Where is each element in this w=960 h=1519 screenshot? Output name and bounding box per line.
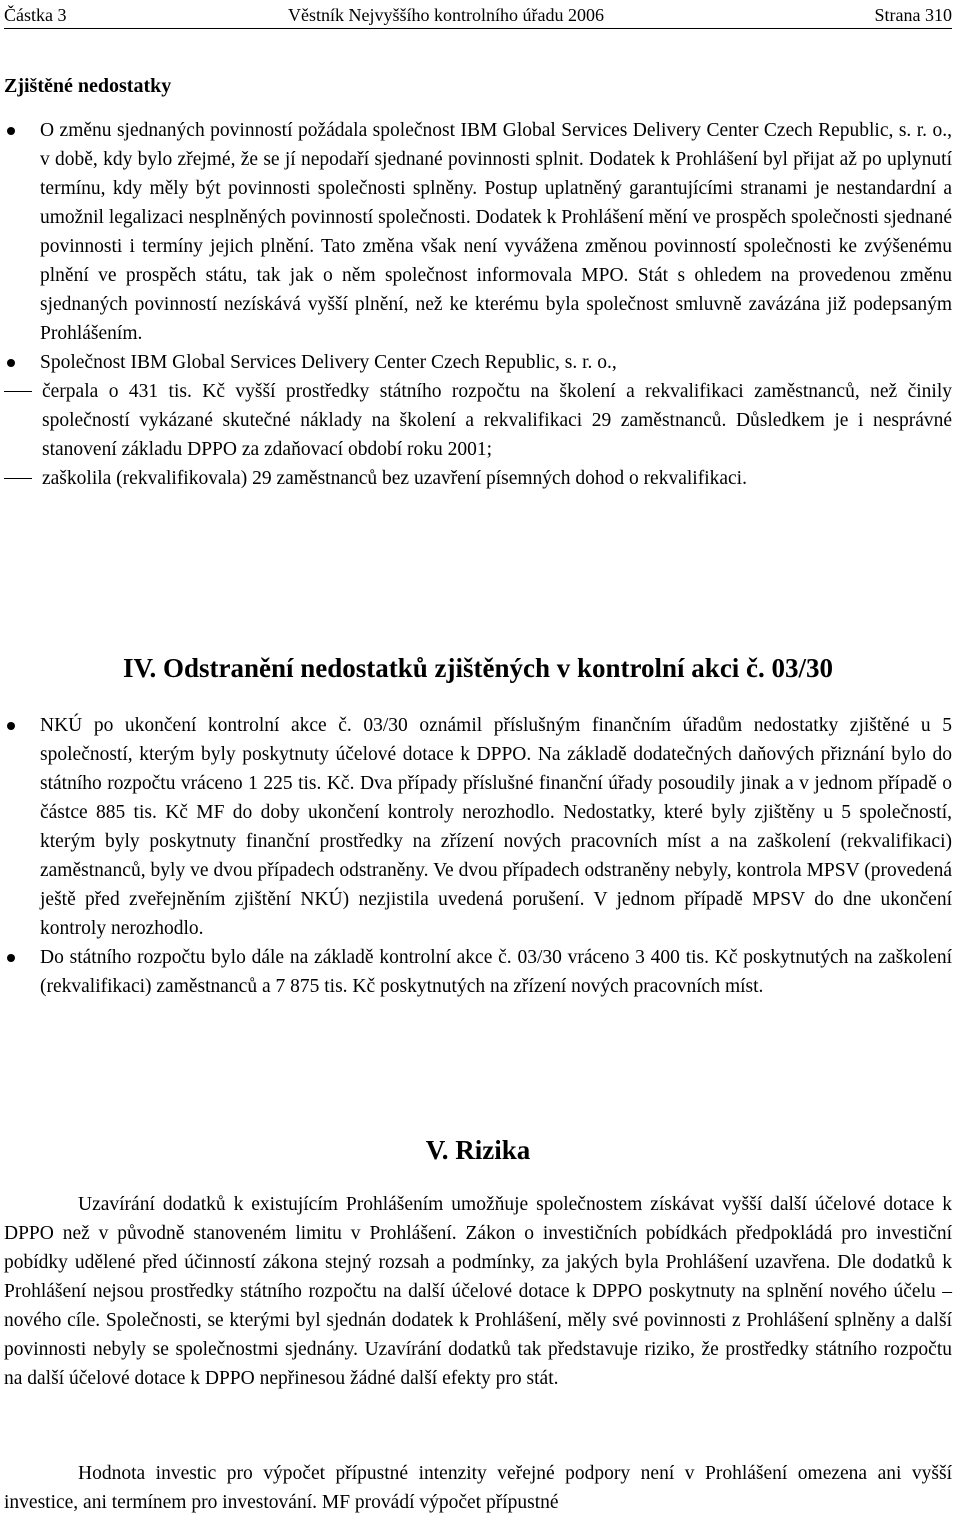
dash-icon (4, 478, 32, 479)
remedy-text-2: Do státního rozpočtu bylo dále na základě kontrolní akce č. 03/30 vráceno 3 400 tis. Kč poskytnutých na zaškolení (rekvalifikaci) zaměstnanců a 7 875 tis. Kč poskytnutých na zřízení nových pracovních míst. (40, 947, 952, 997)
dash-text-2: zaškolila (rekvalifikovala) 29 zaměstnanců bez uzavření písemných dohod o rekvalifikaci. (42, 468, 747, 489)
bullet-icon (7, 127, 15, 135)
remedy-list (4, 711, 952, 1001)
chapter-5-title: V. Rizika (425, 1135, 531, 1165)
list-item (4, 348, 952, 493)
risk-paragraph-2: Hodnota investic pro výpočet přípustné intenzity veřejné podpory není v Prohlášení omezena ani vyšší investice, ani termínem pro investování. MF provádí výpočet přípustné (4, 1463, 952, 1513)
finding-text-2-intro: Společnost IBM Global Services Delivery Center Czech Republic, s. r. o., (40, 352, 617, 373)
chapter-4-title: IV. Odstranění nedostatků zjištěných v kontrolní akci č. 03/30 (122, 653, 834, 683)
bullet-icon (7, 359, 15, 367)
dash-item (4, 464, 952, 493)
header-issue: Částka 3 (4, 5, 67, 25)
remedy-text-1: NKÚ po ukončení kontrolní akce č. 03/30 oznámil příslušným finančním úřadům nedostatky zjištěné u 5 společností, kterým byly poskytnuty účelové dotace k DPPO. Na základě dodatečných daňových přiznání bylo do státního rozpočtu vráceno 1 225 tis. Kč. Dva případy příslušné finanční úřady posoudily jinak a v jednom případě o částce 885 tis. Kč MF do doby ukončení kontroly nerozhodlo. Nedostatky, které byly zjištěny u 5 společností, kterým byly poskytnuty finanční prostředky na zřízení nových pracovních míst a na zaškolení (rekvalifikaci) zaměstnanců, byly ve dvou případech odstraněny. Ve dvou případech odstraněny nebyly, kontrola MPSV (provedená ještě před zveřejněním zjištění NKÚ) nezjistila uvedená porušení. V jednom případě MPSV do dne ukončení kontroly nerozhodlo. (40, 715, 952, 939)
dash-item (4, 377, 952, 464)
running-header (4, 4, 952, 29)
section-heading: Zjištěné nedostatky (4, 75, 172, 97)
list-item (4, 943, 952, 1001)
header-journal-title: Věstník Nejvyššího kontrolního úřadu 2006 (288, 5, 604, 25)
finding-text-1: O změnu sjednaných povinností požádala společnost IBM Global Services Delivery Center Czech Republic, s. r. o., v době, kdy bylo zřejmé, že se jí nepodaří sjednané povinnosti splnit. Dodatek k Prohlášení byl přijat až po uplynutí termínu, kdy měly být povinnosti společnosti splněny. Postup uplatněný garantujícími stranami je nestandardní a umožnil legalizaci nesplněných povinností společnosti. Dodatek k Prohlášení mění ve prospěch společnosti sjednané povinnosti i termíny jejich plnění. Tato změna však není vyvážena změnou povinností společnosti ke zvýšenému plnění ve prospěch státu, tak jak o něm společnost informovala MPO. Stát s ohledem na provedenou změnu sjednaných povinností nezískává vyšší plnění, než ke kterému byla společnost smluvně zavázána již podepsaným Prohlášením. (40, 120, 952, 344)
findings-list (4, 116, 952, 493)
dash-text-1: čerpala o 431 tis. Kč vyšší prostředky státního rozpočtu na školení a rekvalifikaci zaměstnanců, než činily společností vykázané skutečné náklady na školení a rekvalifikaci 29 zaměstnanců. Důsledkem je i nesprávné stanovení základu DPPO za zdaňovací období roku 2001; (42, 381, 952, 460)
header-page-number: Strana 310 (874, 5, 952, 25)
bullet-icon (7, 954, 15, 962)
list-item (4, 116, 952, 348)
dash-list (4, 377, 952, 493)
list-item (4, 711, 952, 943)
bullet-icon (7, 722, 15, 730)
risk-paragraph-1: Uzavírání dodatků k existujícím Prohlášením umožňuje společnostem získávat vyšší další účelové dotace k DPPO než v původně stanoveném limitu v Prohlášení. Zákon o investičních pobídkách předpokládá pro investiční pobídky udělené před účinností zákona stejný rozsah a podmínky, za jakých byla Prohlášení uzavřena. Dle dodatků k Prohlášení nejsou prostředky státního rozpočtu na další účelové dotace k DPPO poskytnuty na splnění nového účelu – nového cíle. Společnosti, se kterými byl sjednán dodatek k Prohlášení, měly své povinnosti z Prohlášení splněny a další povinnosti nebyly se společnostmi sjednány. Uzavírání dodatků tak představuje riziko, že prostředky státního rozpočtu na další účelové dotace k DPPO nepřinesou žádné další efekty pro stát. (4, 1194, 952, 1389)
dash-icon (4, 391, 32, 392)
